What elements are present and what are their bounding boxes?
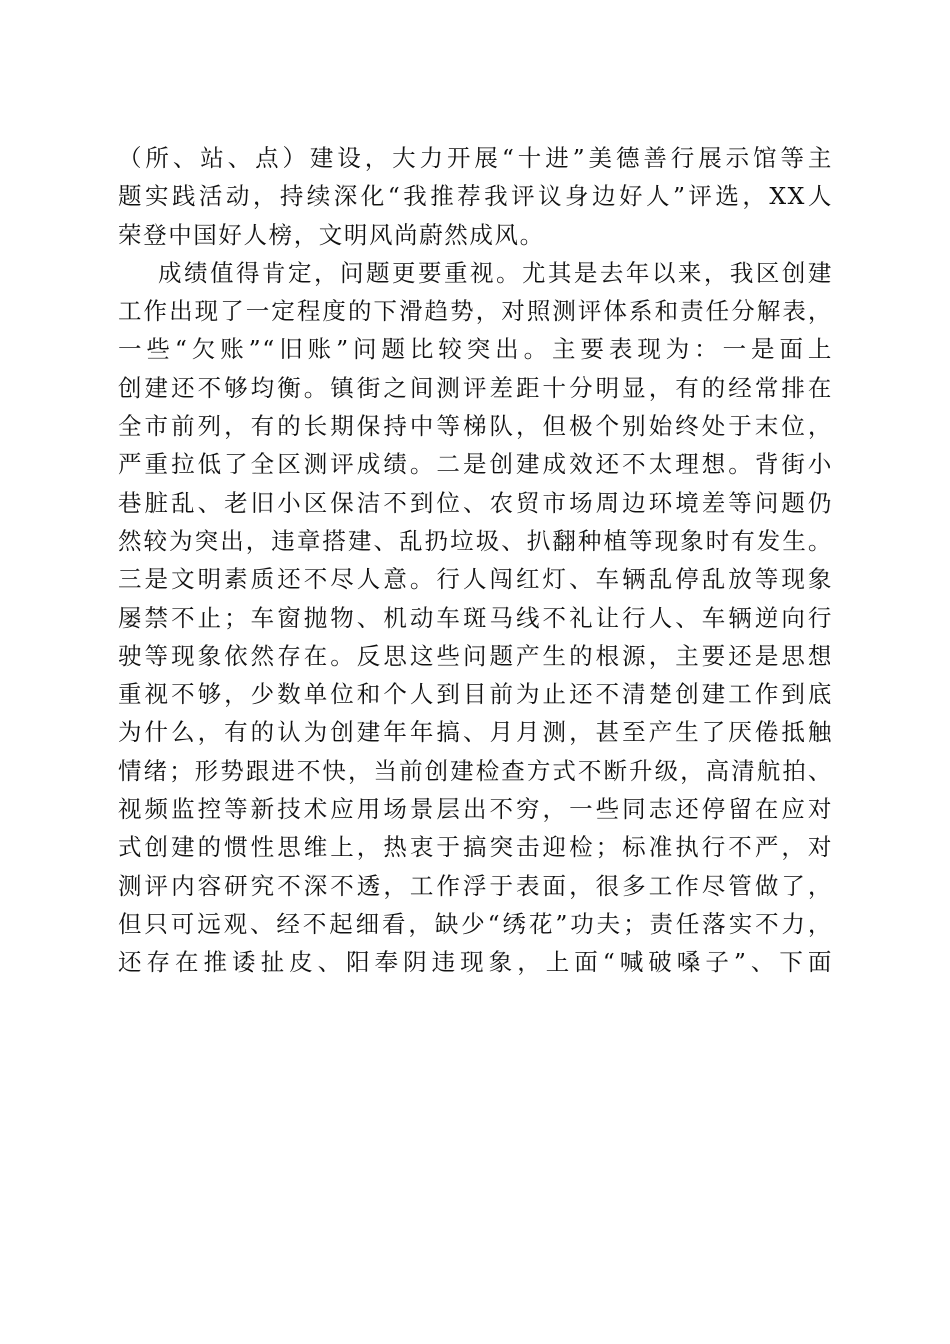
paragraph-2-line-11: 驶等现象依然存在。反思这些问题产生的根源，主要还是思想 — [118, 641, 833, 670]
paragraph-2-line-7: 巷脏乱、老旧小区保洁不到位、农贸市场周边环境差等问题仍 — [118, 488, 833, 517]
paragraph-2-line-17: 测评内容研究不深不透，工作浮于表面，很多工作尽管做了， — [118, 871, 833, 900]
paragraph-1-line-2: 题实践活动，持续深化“我推荐我评议身边好人”评选，XX人 — [118, 182, 833, 211]
paragraph-2-line-3: 一些“欠账”“旧账”问题比较突出。主要表现为：一是面上 — [118, 335, 833, 364]
paragraph-2-line-2: 工作出现了一定程度的下滑趋势，对照测评体系和责任分解表， — [118, 297, 833, 326]
paragraph-2-line-14: 情绪；形势跟进不快，当前创建检查方式不断升级，高清航拍、 — [118, 756, 833, 785]
paragraph-2-line-6: 严重拉低了全区测评成绩。二是创建成效还不太理想。背街小 — [118, 450, 833, 479]
paragraph-2-line-16: 式创建的惯性思维上，热衷于搞突击迎检；标准执行不严，对 — [118, 833, 833, 862]
paragraph-2-line-10: 屡禁不止；车窗抛物、机动车斑马线不礼让行人、车辆逆向行 — [118, 603, 833, 632]
paragraph-1-line-1: （所、站、点）建设，大力开展“十进”美德善行展示馆等主 — [118, 144, 833, 172]
paragraph-2-line-13: 为什么，有的认为创建年年搞、月月测，甚至产生了厌倦抵触 — [118, 718, 833, 747]
paragraph-2-line-19: 还存在推诿扯皮、阳奉阴违现象，上面“喊破嗓子”、下面 — [118, 948, 833, 977]
body-text — [118, 139, 833, 982]
paragraph-2-line-1: 成绩值得肯定，问题更要重视。尤其是去年以来，我区创建 — [158, 258, 833, 287]
paragraph-2-line-18: 但只可远观、经不起细看，缺少“绣花”功夫；责任落实不力， — [118, 909, 833, 938]
paragraph-2-line-15: 视频监控等新技术应用场景层出不穷，一些同志还停留在应对 — [118, 795, 833, 824]
paragraph-2-line-4: 创建还不够均衡。镇街之间测评差距十分明显，有的经常排在 — [118, 373, 833, 402]
paragraph-1-line-3: 荣登中国好人榜，文明风尚蔚然成风。 — [118, 220, 545, 249]
paragraph-2-line-5: 全市前列，有的长期保持中等梯队，但极个别始终处于末位， — [118, 412, 833, 441]
paragraph-2-line-8: 然较为突出，违章搭建、乱扔垃圾、扒翻种植等现象时有发生。 — [118, 526, 833, 555]
paragraph-2-line-9: 三是文明素质还不尽人意。行人闯红灯、车辆乱停乱放等现象 — [118, 565, 833, 594]
paragraph-2-line-12: 重视不够，少数单位和个人到目前为止还不清楚创建工作到底 — [118, 680, 833, 709]
